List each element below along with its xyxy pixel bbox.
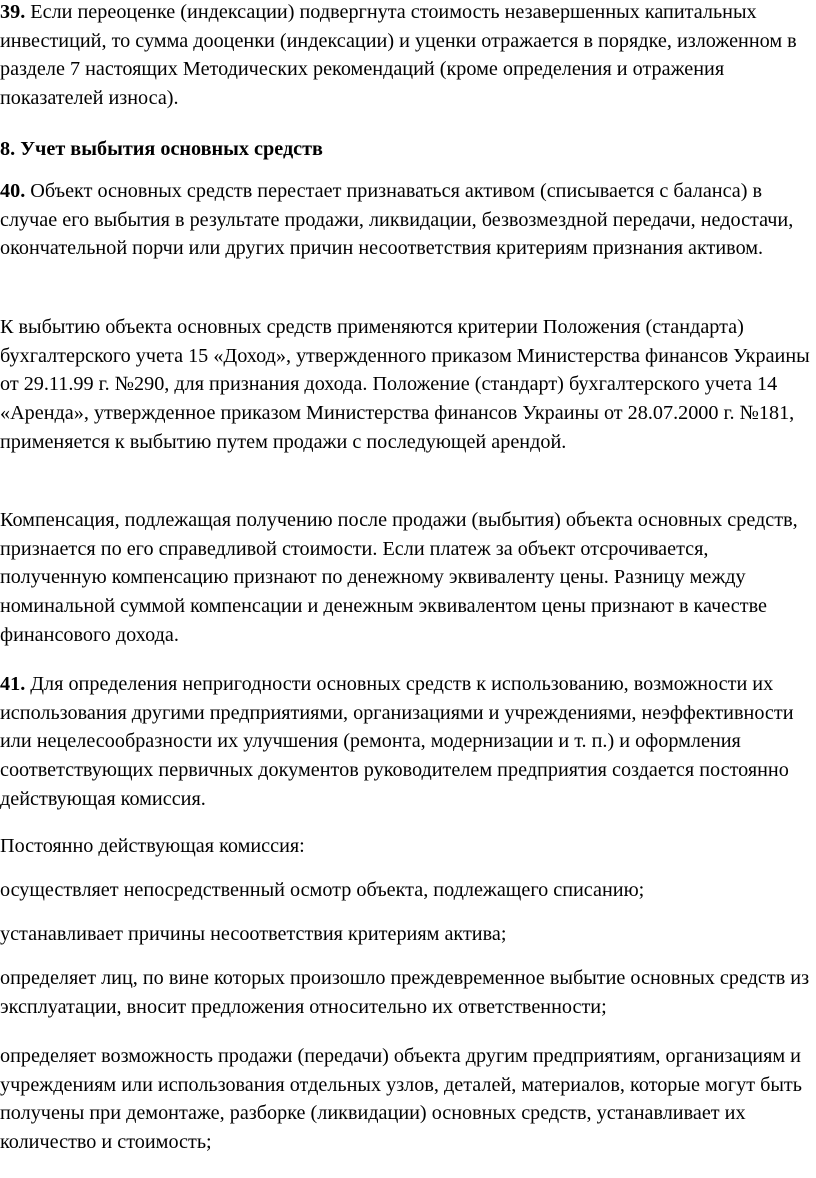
paragraph-41 [0, 670, 812, 814]
paragraph-duty-reasons: устанавливает причины несоответствия критериям актива; [0, 923, 507, 945]
paragraph-disposal-criteria: К выбытию объекта основных средств применяются критерии Положения (стандарта) бухгалтерского учета 15 «Доход», утвержденного приказом Министерства финансов Украины от 29.11.99 г. №290, для признания дохода. Положение (стандарт) бухгалтерского учета 14 «Аренда», утвержденное приказом Министерства финансов Украины от 28.07.2000 г. №181, применяется к выбытию путем продажи с последующей арендой. [0, 316, 810, 453]
paragraph-text: Если переоценке (индексации) подвергнута стоимость незавершенных капитальных инвестиций, то сумма дооценки (индексации) и уценки отражается в порядке, изложенном в разделе 7 настоящих Методических рекомендаций (кроме определения и отражения показателей износа). [0, 1, 797, 110]
paragraph-number: 40. [0, 180, 26, 202]
paragraph-text: Объект основных средств перестает признаваться активом (списывается с баланса) в случае его выбытия в результате продажи, ликвидации, безвозмездной передачи, недостачи, окончательной порчи или других причин несоответствия критериям признания активом. [0, 180, 794, 260]
paragraph-39 [0, 0, 812, 113]
paragraph-duty-sale: определяет возможность продажи (передачи) объекта другим предприятиям, организациям и учреждениям или использования отдельных узлов, деталей, материалов, которые могут быть получены при демонтаже, разборке (ликвидации) основных средств, устанавливает их количество и стоимость; [0, 1045, 802, 1154]
paragraph-commission-intro: Постоянно действующая комиссия: [0, 835, 305, 857]
paragraph-number: 39. [0, 1, 26, 23]
paragraph-compensation: Компенсация, подлежащая получению после продажи (выбытия) объекта основных средств, признается по его справедливой стоимости. Если платеж за объект отсрочивается, полученную компенсацию признают по денежному эквиваленту цены. Разницу между номинальной суммой компенсации и денежным эквивалентом цены признают в качестве финансового дохода. [0, 509, 798, 646]
paragraph-text: Для определения непригодности основных средств к использованию, возможности их использования другими предприятиями, организациями и учреждениями, неэффективности или нецелесообразности их улучшения (ремонта, модернизации и т. п.) и оформления соответствующих первичных документов руководителем предприятия создается постоянно действующая комиссия. [0, 673, 794, 810]
paragraph-40 [0, 177, 812, 263]
paragraph-number: 41. [0, 673, 26, 695]
paragraph-duty-responsibility: определяет лиц, по вине которых произошло преждевременное выбытие основных средств из эксплуатации, вносит предложения относительно их ответственности; [0, 967, 810, 1018]
paragraph-duty-inspection: осуществляет непосредственный осмотр объекта, подлежащего списанию; [0, 879, 645, 901]
section-heading: 8. Учет выбытия основных средств [0, 138, 323, 160]
